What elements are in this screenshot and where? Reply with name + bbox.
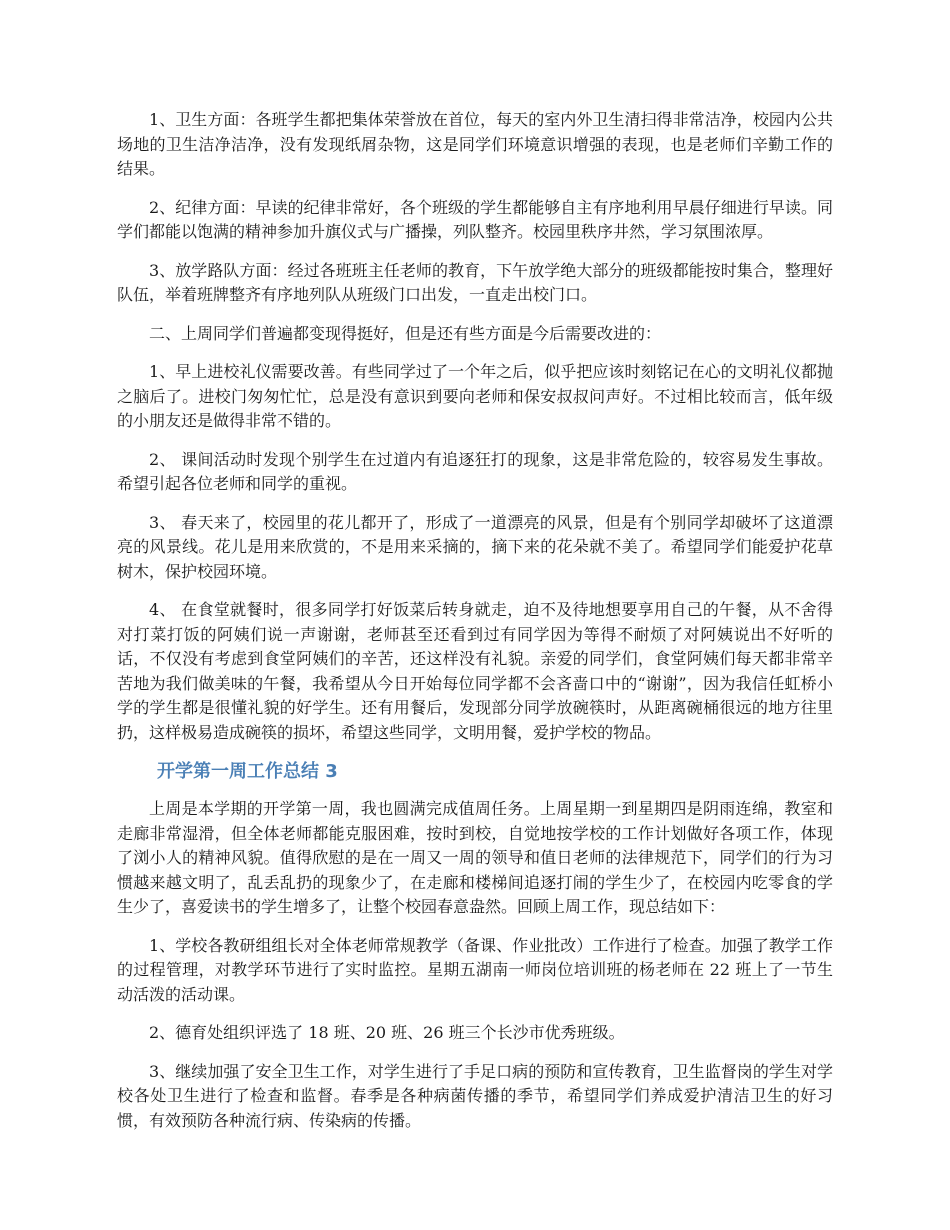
paragraph-recess-safety: 2、 课间活动时发现个别学生在过道内有追逐狂打的现象，这是非常危险的，较容易发生事故。希望引起各位老师和同学的重视。 xyxy=(117,449,833,493)
document-body xyxy=(117,108,833,1147)
paragraph-improvements-intro: 二、上周同学们普遍都变现得挺好，但是还有些方面是今后需要改进的： xyxy=(149,323,662,343)
paragraph-week-summary: 上周是本学期的开学第一周，我也圆满完成值周任务。上周星期一到星期四是阴雨连绵，教室和走廊非常湿滑，但全体老师都能克服困难，按时到校，自觉地按学校的工作计划做好各项工作，体现了浏小人的精神风貌。值得欣慰的是在一周又一周的领导和值日老师的法律规范下，同学们的行为习惯越来越文明了，乱丢乱扔的现象少了，在走廊和楼梯间追逐打闹的学生少了，在校园内吃零食的学生少了，喜爱读书的学生增多了，让整个校园春意盎然。回顾上周工作，现总结如下： xyxy=(117,799,833,916)
paragraph-discipline: 2、纪律方面：早读的纪律非常好，各个班级的学生都能够自主有序地利用早晨仔细进行早读。同学们都能以饱满的精神参加升旗仪式与广播操，列队整齐。校园里秩序井然，学习氛围浓厚。 xyxy=(117,197,833,241)
paragraph-hygiene: 1、卫生方面：各班学生都把集体荣誉放在首位，每天的室内外卫生清扫得非常洁净，校园内公共场地的卫生洁净洁净，没有发现纸屑杂物，这是同学们环境意识增强的表现，也是老师们辛勤工作的结果。 xyxy=(117,110,833,178)
paragraph-dismissal-queue: 3、放学路队方面：经过各班班主任老师的教育，下午放学绝大部分的班级都能按时集合，整理好队伍，举着班牌整齐有序地列队从班级门口出发，一直走出校门口。 xyxy=(117,260,833,304)
paragraph-excellent-classes: 2、德育处组织评选了 18 班、20 班、26 班三个长沙市优秀班级。 xyxy=(149,1023,625,1042)
paragraph-flowers: 3、 春天来了，校园里的花儿都开了，形成了一道漂亮的风景，但是有个别同学却破坏了这道漂亮的风景线。花儿是用来欣赏的，不是用来采摘的，摘下来的花朵就不美了。希望同学们能爱护花草树木，保护校园环境。 xyxy=(117,512,833,581)
paragraph-safety-hygiene: 3、继续加强了安全卫生工作，对学生进行了手足口病的预防和宣传教育，卫生监督岗的学生对学校各处卫生进行了检查和监督。春季是各种病菌传播的季节，希望同学们养成爱护清洁卫生的好习惯，有效预防各种流行病、传染病的传播。 xyxy=(117,1061,833,1130)
paragraph-canteen: 4、 在食堂就餐时，很多同学打好饭菜后转身就走，迫不及待地想要享用自己的午餐，从不舍得对打菜打饭的阿姨们说一声谢谢，老师甚至还看到过有同学因为等得不耐烦了对阿姨说出不好听的话，不仅没有考虑到食堂阿姨们的辛苦，还这样没有礼貌。亲爱的同学们，食堂阿姨们每天都非常辛苦地为我们做美味的午餐，我希望从今日开始每位同学都不会吝啬口中的“谢谢”，因为我信任虹桥小学的学生都是很懂礼貌的好学生。还有用餐后，发现部分同学放碗筷时，从距离碗桶很远的地方往里扔，这样极易造成碗筷的损坏，希望这些同学，文明用餐，爱护学校的物品。 xyxy=(117,600,833,742)
paragraph-etiquette: 1、早上进校礼仪需要改善。有些同学过了一个年之后，似乎把应该时刻铭记在心的文明礼仪都抛之脑后了。进校门匆匆忙忙，总是没有意识到要向老师和保安叔叔问声好。不过相比较而言，低年级的小朋友还是做得非常不错的。 xyxy=(117,362,833,430)
section-heading: 开学第一周工作总结 3 xyxy=(157,761,338,782)
paragraph-teaching-check: 1、学校各教研组组长对全体老师常规教学（备课、作业批改）工作进行了检查。加强了教学工作的过程管理，对教学环节进行了实时监控。星期五湖南一师岗位培训班的杨老师在 22 班上了一节生动活泼的活动课。 xyxy=(117,935,833,1004)
